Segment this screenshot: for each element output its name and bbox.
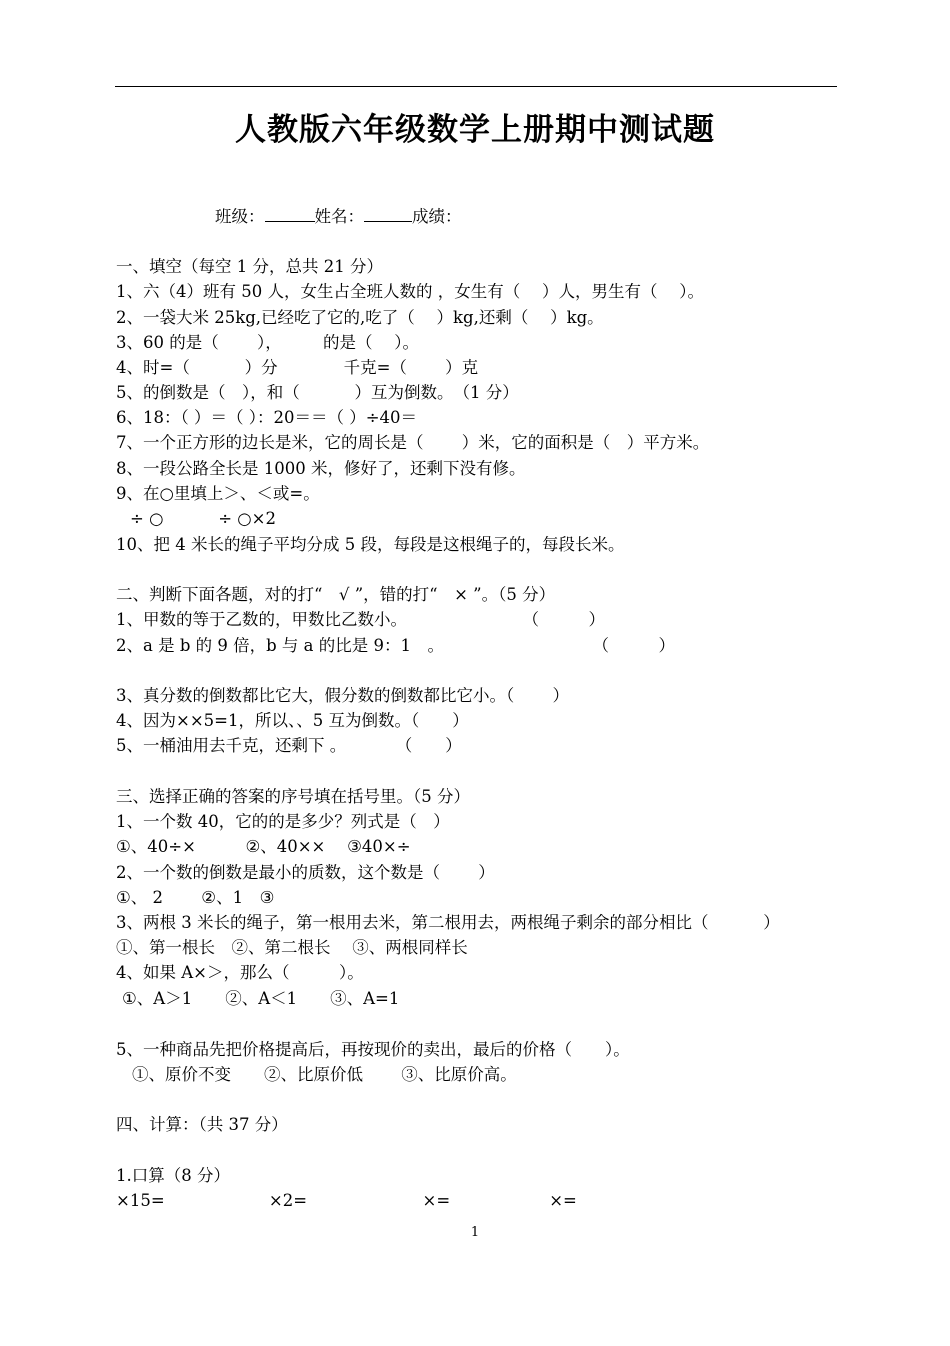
text-line: 四、计算：（共 37 分） — [116, 1115, 288, 1134]
name-blank[interactable] — [364, 207, 412, 222]
text-line: 2、a 是 b 的 9 倍，b 与 a 的比是 9：1 。 （ ） — [116, 636, 675, 655]
name-label: 姓名： — [314, 207, 364, 226]
text-line: ①、A＞1 ②、A＜1 ③、A=1 — [122, 989, 400, 1008]
text-line: ①、第一根长 ②、第二根长 ③、两根同样长 — [116, 938, 468, 957]
text-line: ①、原价不变 ②、比原价低 ③、比原价高。 — [132, 1065, 517, 1084]
text-line: 9、在○里填上＞、＜或=。 — [116, 484, 320, 503]
class-label: 班级： — [215, 207, 265, 226]
text-line: 5、的倒数是（ ），和（ ）互为倒数。 （1 分） — [116, 383, 519, 402]
text-line: 2、一个数的倒数是最小的质数，这个数是（ ） — [116, 863, 495, 882]
text-line: 4、时=（ ）分 千克=（ ）克 — [116, 358, 479, 377]
student-info-line — [215, 207, 462, 227]
text-line: 1、甲数的等于乙数的，甲数比乙数小。 （ ） — [116, 610, 605, 629]
text-line: 一、填空（每空 1 分，总共 21 分） — [116, 257, 383, 276]
text-line: 4、因为××5=1，所以、、5 互为倒数。（ ） — [116, 711, 469, 730]
page-title: 人教版六年级数学上册期中测试题 — [235, 112, 715, 148]
text-line: 二、判断下面各题，对的打“ √ ”，错的打“ × ”。（5 分） — [116, 585, 556, 604]
header-rule — [115, 86, 837, 87]
text-line: 6、18：（ ）＝（ ）：20＝＝（ ）÷40＝ — [116, 408, 418, 427]
text-line: 8、一段公路全长是 1000 米，修好了，还剩下没有修。 — [116, 459, 526, 478]
text-line: ①、 2 ②、1 ③ — [116, 888, 275, 907]
text-line: 1、六（4）班有 50 人，女生占全班人数的 ，女生有（ ）人，男生有（ ）。 — [116, 282, 704, 301]
text-line: 5、一桶油用去千克，还剩下 。 （ ） — [116, 736, 462, 755]
score-label: 成绩： — [412, 207, 462, 226]
text-line: 7、一个正方形的边长是米，它的周长是（ ）米，它的面积是（ ）平方米。 — [116, 433, 710, 452]
text-line: 10、把 4 米长的绳子平均分成 5 段，每段是这根绳子的，每段长米。 — [116, 535, 625, 554]
text-line: 3、两根 3 米长的绳子，第一根用去米，第二根用去，两根绳子剩余的部分相比（ ） — [116, 913, 780, 932]
text-line: 4、如果 A×＞，那么（ ）。 — [116, 963, 364, 982]
text-line: 5、一种商品先把价格提高后，再按现价的卖出，最后的价格（ ）。 — [116, 1040, 630, 1059]
text-line: ×15= ×2= ×= ×= — [116, 1191, 577, 1210]
text-line: 3、60 的是（ ）， 的是（ ）。 — [116, 333, 419, 352]
text-line: 1、一个数 40，它的的是多少？列式是（ ） — [116, 812, 450, 831]
text-line: 3、真分数的倒数都比它大，假分数的倒数都比它小。（ ） — [116, 686, 569, 705]
text-line: 1.口算（8 分） — [116, 1166, 230, 1185]
text-line: ÷ ○ ÷ ○×2 — [130, 509, 277, 528]
class-blank[interactable] — [265, 207, 315, 222]
page-number: 1 — [470, 1225, 480, 1240]
text-line: 三、选择正确的答案的序号填在括号里。（5 分） — [116, 787, 470, 806]
text-line: 2、一袋大米 25kg,已经吃了它的,吃了（ ）kg,还剩（ ）kg。 — [116, 308, 604, 327]
text-line: ①、40÷× ②、40×× ③40×÷ — [116, 837, 411, 856]
